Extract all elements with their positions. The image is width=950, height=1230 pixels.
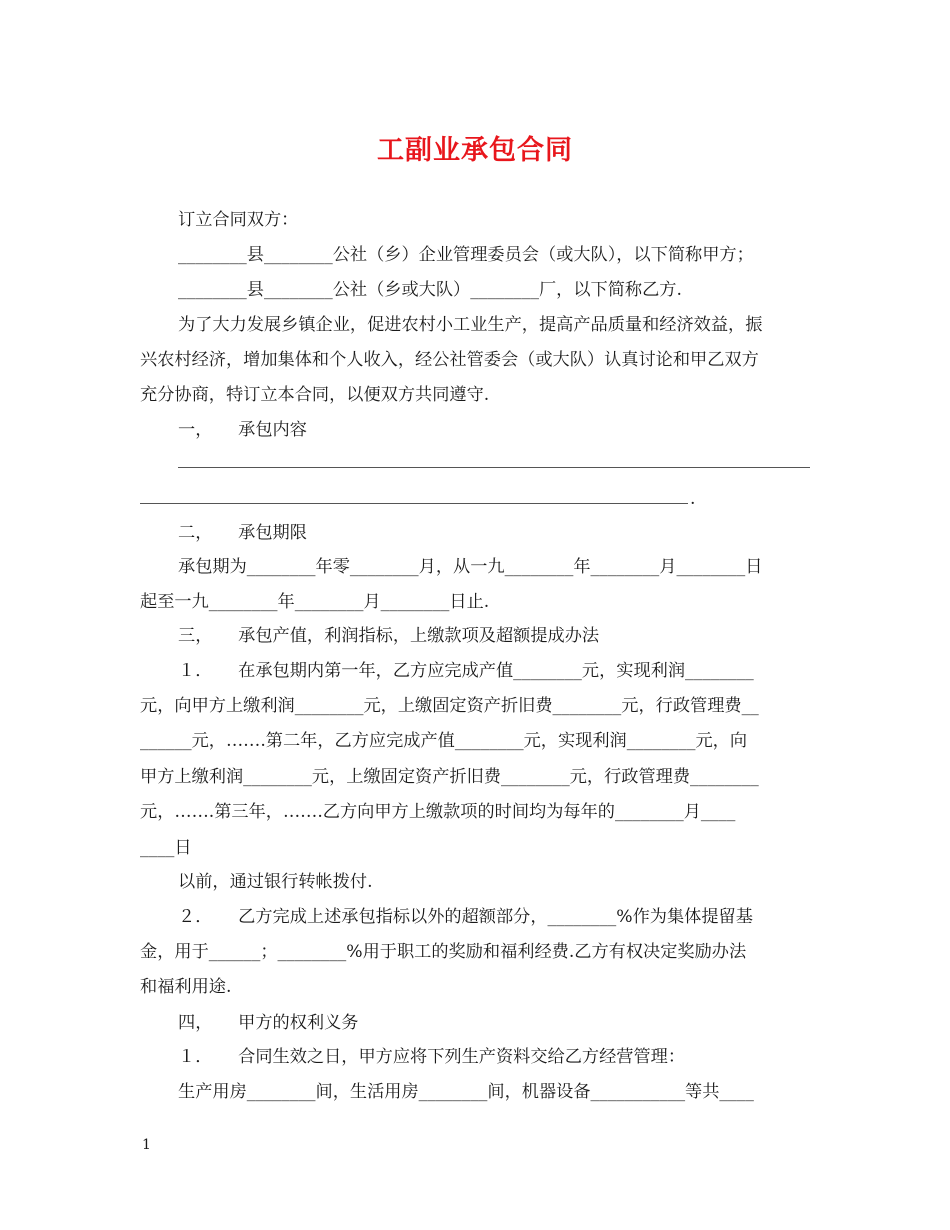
- term-line-2: 起至一九________年________月________日止.: [140, 592, 490, 612]
- clause-3-1-line-1: １． 在承包期内第一年，乙方应完成产值________元，实现利润________: [178, 661, 754, 681]
- term-line-1: 承包期为________年零________月，从一九________年________月________日: [178, 557, 763, 577]
- section-3-heading: 三， 承包产值，利润指标，上缴款项及超额提成办法: [178, 626, 600, 646]
- preamble-line-3: 充分协商，特订立本合同，以便双方共同遵守.: [140, 385, 490, 405]
- section-4-heading: 四， 甲方的权利义务: [178, 1013, 359, 1033]
- blank-line-period: .: [690, 489, 696, 509]
- preamble-line-1: 为了大力发展乡镇企业，促进农村小工业生产，提高产品质量和经济效益，振: [178, 315, 763, 335]
- clause-3-2-line-1: ２． 乙方完成上述承包指标以外的超额部分，________%作为集体提留基: [178, 907, 753, 927]
- clause-3-1-line-7: 以前，通过银行转帐拨付.: [178, 872, 373, 892]
- section-2-heading: 二， 承包期限: [178, 523, 307, 543]
- clause-3-1-line-3: ______元，…….第二年，乙方应完成产值________元，实现利润________元，向: [140, 731, 748, 751]
- document-title: 工副业承包合同: [377, 135, 573, 166]
- clause-3-2-line-3: 和福利用途.: [140, 977, 232, 997]
- party-b-line: ________县________公社（乡或大队）________厂，以下简称乙方.: [178, 280, 682, 300]
- party-a-line: ________县________公社（乡）企业管理委员会（或大队），以下简称甲方；: [178, 245, 754, 265]
- clause-3-1-line-4: 甲方上缴利润________元，上缴固定资产折旧费________元，行政管理费________: [140, 767, 759, 787]
- clause-3-2-line-2: 金，用于______；________%用于职工的奖励和福利经费.乙方有权决定奖励办法: [140, 942, 747, 962]
- clause-3-1-line-5: 元，…….第三年，…….乙方向甲方上缴款项的时间均为每年的________月____: [140, 802, 736, 822]
- clause-4-1-line-2: 生产用房________间，生活用房________间，机器设备___________等共____: [178, 1082, 754, 1102]
- preamble-line-2: 兴农村经济，增加集体和个人收入，经公社管委会（或大队）认真讨论和甲乙双方: [140, 350, 759, 370]
- blank-line-1: [178, 467, 810, 468]
- page-number: 1: [142, 1137, 151, 1153]
- clause-3-1-line-6: ____日: [140, 838, 192, 858]
- clause-3-1-line-2: 元，向甲方上缴利润________元，上缴固定资产折旧费________元，行政管理费__: [140, 696, 759, 716]
- section-1-heading: 一， 承包内容: [178, 420, 307, 440]
- blank-line-2: [140, 503, 688, 504]
- clause-4-1-line-1: １． 合同生效之日，甲方应将下列生产资料交给乙方经营管理：: [178, 1047, 686, 1067]
- parties-heading: 订立合同双方：: [178, 210, 299, 230]
